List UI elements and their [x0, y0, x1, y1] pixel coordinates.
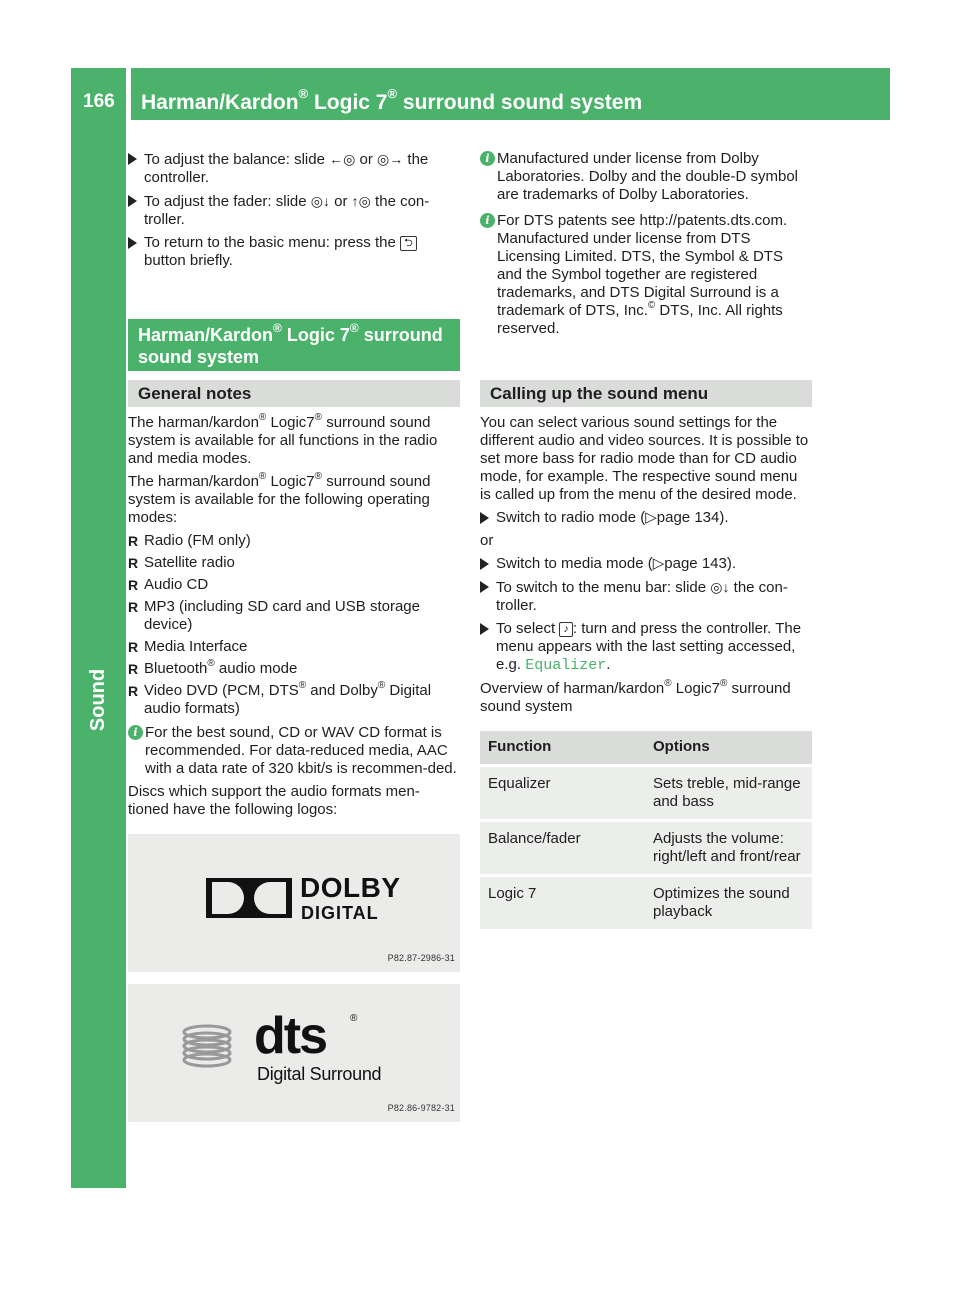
dts-subword: Digital Surround [257, 1064, 382, 1084]
step-return: To return to the basic menu: press the ⮌ button briefly. [128, 234, 460, 270]
page-number: 166 [83, 91, 115, 112]
right-column [480, 150, 812, 929]
slide-down-icon: ◎↓ [710, 579, 730, 595]
music-note-icon: ♪ [559, 622, 573, 637]
header-divider [126, 68, 131, 120]
dolby-digital-logo [128, 834, 460, 972]
step-arrow-icon [128, 195, 137, 207]
dts-registered-mark: ® [350, 1013, 358, 1024]
dolby-subword: DIGITAL [301, 903, 379, 923]
info-icon: i [480, 151, 495, 166]
section-general-notes: General notes [128, 380, 460, 407]
info-dolby-license: i Manufactured under license from Dolby Laboratories. Dolby and the double-D symbol are trademarks of Dolby Laboratories. [480, 150, 812, 204]
section-calling-sound-menu: Calling up the sound menu [480, 380, 812, 407]
slide-up-icon: ↑◎ [351, 193, 371, 209]
slide-right-icon: ◎→ [377, 151, 404, 167]
table-cell-options: Optimizes the sound playback [645, 874, 812, 929]
step-arrow-icon [480, 512, 489, 524]
figure-code: P82.87-2986-31 [387, 953, 455, 963]
table-cell-function: Equalizer [480, 764, 645, 819]
page-ref-arrow-icon: ▷ [645, 509, 657, 526]
info-icon: i [128, 725, 143, 740]
list-item: R Audio CD [128, 576, 209, 593]
table-header-options: Options [645, 731, 812, 764]
step-fader: To adjust the fader: slide ◎↓ or ↑◎ the con-troller. [128, 192, 460, 229]
back-button-icon: ⮌ [400, 236, 417, 251]
table-cell-function: Balance/fader [480, 819, 645, 874]
or-text: or [480, 532, 494, 549]
dts-digital-surround-logo [128, 984, 460, 1122]
para-logos: Discs which support the audio formats men-tioned have the following logos: [128, 783, 420, 818]
table-header-function: Function [480, 731, 645, 764]
table-row [480, 764, 812, 819]
sound-options-table [480, 731, 812, 929]
list-item: R Bluetooth® audio mode [128, 658, 298, 677]
table-cell-function: Logic 7 [480, 874, 645, 929]
para-modes: The harman/kardon® Logic7® surround sound system is available for the following operating modes: [128, 471, 431, 526]
page-header [71, 68, 890, 120]
left-column [128, 150, 460, 1122]
chapter-tab [71, 120, 126, 1188]
para-overview: Overview of harman/kardon® Logic7® surround sound system [480, 678, 791, 715]
step-menu-bar: To switch to the menu bar: slide ◎↓ the con-troller. [480, 578, 812, 615]
step-arrow-icon [480, 558, 489, 570]
step-arrow-icon [480, 581, 489, 593]
page-ref-link[interactable]: page 143 [664, 555, 727, 572]
section-title-logic7: Harman/Kardon® Logic 7® surround sound system [128, 319, 460, 371]
page-ref-arrow-icon: ▷ [652, 555, 665, 572]
para-sound-settings: You can select various sound settings for the different audio and video sources. It is possible to set more bass for radio mode than for CD audio mode, for example. The respective sound menu is called up from the menu of the desired mode. [480, 414, 809, 503]
dts-wordmark: dts [254, 1007, 326, 1065]
list-item: R Radio (FM only) [128, 532, 251, 549]
info-format-note: i For the best sound, CD or WAV CD format is recommended. For data-reduced media, AAC with a data rate of 320 kbit/s is recommen-ded. [128, 724, 460, 778]
slide-left-icon: ←◎ [329, 151, 356, 167]
page-title: Harman/Kardon® Logic 7® surround sound system [141, 86, 643, 114]
table-cell-options: Adjusts the volume: right/left and front/rear [645, 819, 812, 874]
step-arrow-icon [128, 237, 137, 249]
list-item: R Media Interface [128, 638, 248, 655]
table-cell-options: Sets treble, mid-range and bass [645, 764, 812, 819]
info-icon: i [480, 213, 495, 228]
dolby-wordmark: DOLBY [300, 872, 401, 903]
slide-down-icon: ◎↓ [310, 193, 330, 209]
table-row [480, 819, 812, 874]
table-row [480, 874, 812, 929]
step-arrow-icon [480, 623, 489, 635]
chapter-label: Sound [87, 668, 109, 732]
info-dts-license: i For DTS patents see http://patents.dts.com. Manufactured under license from DTS Licensing Limited. DTS, the Symbol & DTS and the Symbol together are registered trademarks, and DTS Digital Surround is a trademark of DTS, Inc.© DTS, Inc. All rights reserved. [480, 212, 812, 338]
step-select-sound: To select ♪ : turn and press the controller. The menu appears with the last setting accessed, e.g. Equalizer. [480, 620, 812, 675]
page-ref-link[interactable]: page 134 [656, 509, 720, 526]
step-media-mode: Switch to media mode (▷page 143). [480, 555, 812, 573]
para-availability: The harman/kardon® Logic7® surround sound system is available for all functions in the radio and media modes. [128, 412, 438, 467]
step-balance: To adjust the balance: slide ←◎ or ◎→ the controller. [128, 150, 460, 187]
step-arrow-icon [128, 153, 137, 165]
figure-code: P82.86-9782-31 [387, 1103, 455, 1113]
list-item: R MP3 (including SD card and USB storage device) [128, 598, 420, 633]
list-item: R Satellite radio [128, 554, 235, 571]
list-item: R Video DVD (PCM, DTS® and Dolby® Digital audio formats) [128, 680, 432, 717]
equalizer-menu-item: Equalizer [525, 657, 607, 674]
step-radio-mode: Switch to radio mode (▷page 134). [480, 509, 812, 527]
